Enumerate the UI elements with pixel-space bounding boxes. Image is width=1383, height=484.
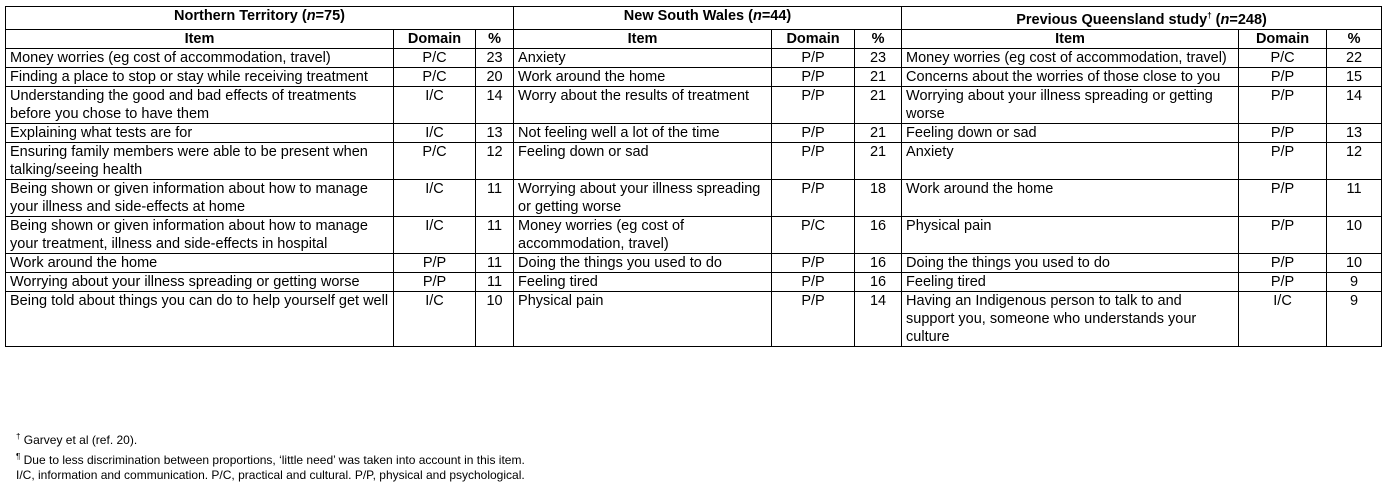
nt-domain-cell: P/C — [394, 142, 476, 179]
qld-domain-cell: P/P — [1239, 216, 1327, 253]
nt-pct-cell: 14 — [476, 86, 514, 123]
table-row — [6, 67, 1382, 86]
nt-pct-cell: 10 — [476, 291, 514, 346]
group-header-nt: Northern Territory (n=75) — [6, 7, 514, 30]
nsw-item-cell: Feeling tired — [514, 272, 772, 291]
nsw-domain-cell: P/P — [772, 253, 855, 272]
group-header-qld: Previous Queensland study† (n=248) — [902, 7, 1382, 30]
table-row — [6, 179, 1382, 216]
nt-pct-cell: 11 — [476, 216, 514, 253]
qld-domain-cell: P/P — [1239, 123, 1327, 142]
col-header-item: Item — [902, 29, 1239, 48]
qld-domain-cell: P/C — [1239, 48, 1327, 67]
nt-domain-cell: P/C — [394, 67, 476, 86]
qld-domain-cell: P/P — [1239, 253, 1327, 272]
nt-item-cell: Work around the home — [6, 253, 394, 272]
qld-pct-cell: 9 — [1327, 291, 1382, 346]
qld-domain-cell: P/P — [1239, 86, 1327, 123]
nt-item-cell: Worrying about your illness spreading or getting worse — [6, 272, 394, 291]
col-header-pct: % — [1327, 29, 1382, 48]
col-header-domain: Domain — [772, 29, 855, 48]
qld-item-cell: Anxiety — [902, 142, 1239, 179]
table-row — [6, 272, 1382, 291]
nt-domain-cell: P/P — [394, 253, 476, 272]
qld-pct-cell: 22 — [1327, 48, 1382, 67]
nsw-domain-cell: P/C — [772, 216, 855, 253]
qld-item-cell: Feeling tired — [902, 272, 1239, 291]
qld-domain-cell: I/C — [1239, 291, 1327, 346]
nsw-pct-cell: 21 — [855, 86, 902, 123]
footnote: ¶ Due to less discrimination between proportions, ‘little need’ was taken into account in this item. — [16, 451, 525, 467]
qld-domain-cell: P/P — [1239, 67, 1327, 86]
nsw-item-cell: Feeling down or sad — [514, 142, 772, 179]
qld-item-cell: Feeling down or sad — [902, 123, 1239, 142]
table-row — [6, 123, 1382, 142]
qld-pct-cell: 12 — [1327, 142, 1382, 179]
nsw-pct-cell: 21 — [855, 67, 902, 86]
nt-pct-cell: 23 — [476, 48, 514, 67]
nsw-domain-cell: P/P — [772, 142, 855, 179]
footnote: † Garvey et al (ref. 20). — [16, 432, 138, 447]
qld-pct-cell: 9 — [1327, 272, 1382, 291]
nsw-item-cell: Anxiety — [514, 48, 772, 67]
nsw-item-cell: Money worries (eg cost of accommodation, travel) — [514, 216, 772, 253]
nt-pct-cell: 12 — [476, 142, 514, 179]
column-header-row — [6, 29, 1382, 48]
nsw-pct-cell: 16 — [855, 253, 902, 272]
qld-item-cell: Concerns about the worries of those close to you — [902, 67, 1239, 86]
nsw-pct-cell: 18 — [855, 179, 902, 216]
needs-table-container — [5, 6, 1382, 347]
col-header-domain: Domain — [1239, 29, 1327, 48]
qld-item-cell: Having an Indigenous person to talk to and support you, someone who understands your culture — [902, 291, 1239, 346]
nt-item-cell: Ensuring family members were able to be present when talking/seeing health — [6, 142, 394, 179]
qld-pct-cell: 14 — [1327, 86, 1382, 123]
nsw-domain-cell: P/P — [772, 86, 855, 123]
nsw-pct-cell: 21 — [855, 123, 902, 142]
qld-item-cell: Worrying about your illness spreading or getting worse — [902, 86, 1239, 123]
table-row — [6, 48, 1382, 67]
qld-domain-cell: P/P — [1239, 142, 1327, 179]
nsw-domain-cell: P/P — [772, 179, 855, 216]
qld-domain-cell: P/P — [1239, 272, 1327, 291]
qld-item-cell: Work around the home — [902, 179, 1239, 216]
nsw-pct-cell: 16 — [855, 216, 902, 253]
qld-pct-cell: 13 — [1327, 123, 1382, 142]
qld-item-cell: Physical pain — [902, 216, 1239, 253]
nt-item-cell: Finding a place to stop or stay while receiving treatment — [6, 67, 394, 86]
nt-pct-cell: 11 — [476, 179, 514, 216]
col-header-pct: % — [855, 29, 902, 48]
nsw-item-cell: Physical pain — [514, 291, 772, 346]
qld-pct-cell: 11 — [1327, 179, 1382, 216]
table-row — [6, 86, 1382, 123]
nsw-pct-cell: 21 — [855, 142, 902, 179]
nt-pct-cell: 20 — [476, 67, 514, 86]
table-row — [6, 291, 1382, 346]
nsw-domain-cell: P/P — [772, 291, 855, 346]
nsw-domain-cell: P/P — [772, 48, 855, 67]
nt-item-cell: Explaining what tests are for — [6, 123, 394, 142]
nt-domain-cell: I/C — [394, 179, 476, 216]
nt-pct-cell: 11 — [476, 253, 514, 272]
nt-domain-cell: I/C — [394, 123, 476, 142]
nt-item-cell: Being shown or given information about how to manage your treatment, illness and side-effects in hospital — [6, 216, 394, 253]
nsw-item-cell: Worry about the results of treatment — [514, 86, 772, 123]
nsw-domain-cell: P/P — [772, 67, 855, 86]
group-header-nsw: New South Wales (n=44) — [514, 7, 902, 30]
nsw-domain-cell: P/P — [772, 123, 855, 142]
nsw-pct-cell: 23 — [855, 48, 902, 67]
nsw-item-cell: Doing the things you used to do — [514, 253, 772, 272]
qld-pct-cell: 15 — [1327, 67, 1382, 86]
nt-domain-cell: I/C — [394, 86, 476, 123]
nsw-item-cell: Work around the home — [514, 67, 772, 86]
table-row — [6, 253, 1382, 272]
nt-domain-cell: I/C — [394, 291, 476, 346]
nt-item-cell: Being shown or given information about how to manage your illness and side-effects at home — [6, 179, 394, 216]
qld-item-cell: Doing the things you used to do — [902, 253, 1239, 272]
nt-domain-cell: P/C — [394, 48, 476, 67]
col-header-item: Item — [514, 29, 772, 48]
nt-pct-cell: 11 — [476, 272, 514, 291]
table-row — [6, 142, 1382, 179]
qld-pct-cell: 10 — [1327, 216, 1382, 253]
table-row — [6, 216, 1382, 253]
footnote: I/C, information and communication. P/C, practical and cultural. P/P, physical and psychological. — [16, 468, 525, 482]
nsw-item-cell: Worrying about your illness spreading or getting worse — [514, 179, 772, 216]
nt-domain-cell: I/C — [394, 216, 476, 253]
nt-item-cell: Money worries (eg cost of accommodation, travel) — [6, 48, 394, 67]
group-header-row — [6, 7, 1382, 30]
nt-pct-cell: 13 — [476, 123, 514, 142]
needs-table — [5, 6, 1382, 347]
nsw-pct-cell: 16 — [855, 272, 902, 291]
nsw-item-cell: Not feeling well a lot of the time — [514, 123, 772, 142]
nt-domain-cell: P/P — [394, 272, 476, 291]
qld-pct-cell: 10 — [1327, 253, 1382, 272]
col-header-item: Item — [6, 29, 394, 48]
footnotes — [16, 429, 525, 484]
nt-item-cell: Understanding the good and bad effects of treatments before you chose to have them — [6, 86, 394, 123]
table-body — [6, 48, 1382, 346]
qld-item-cell: Money worries (eg cost of accommodation, travel) — [902, 48, 1239, 67]
nsw-pct-cell: 14 — [855, 291, 902, 346]
col-header-domain: Domain — [394, 29, 476, 48]
col-header-pct: % — [476, 29, 514, 48]
qld-domain-cell: P/P — [1239, 179, 1327, 216]
nt-item-cell: Being told about things you can do to help yourself get well — [6, 291, 394, 346]
nsw-domain-cell: P/P — [772, 272, 855, 291]
